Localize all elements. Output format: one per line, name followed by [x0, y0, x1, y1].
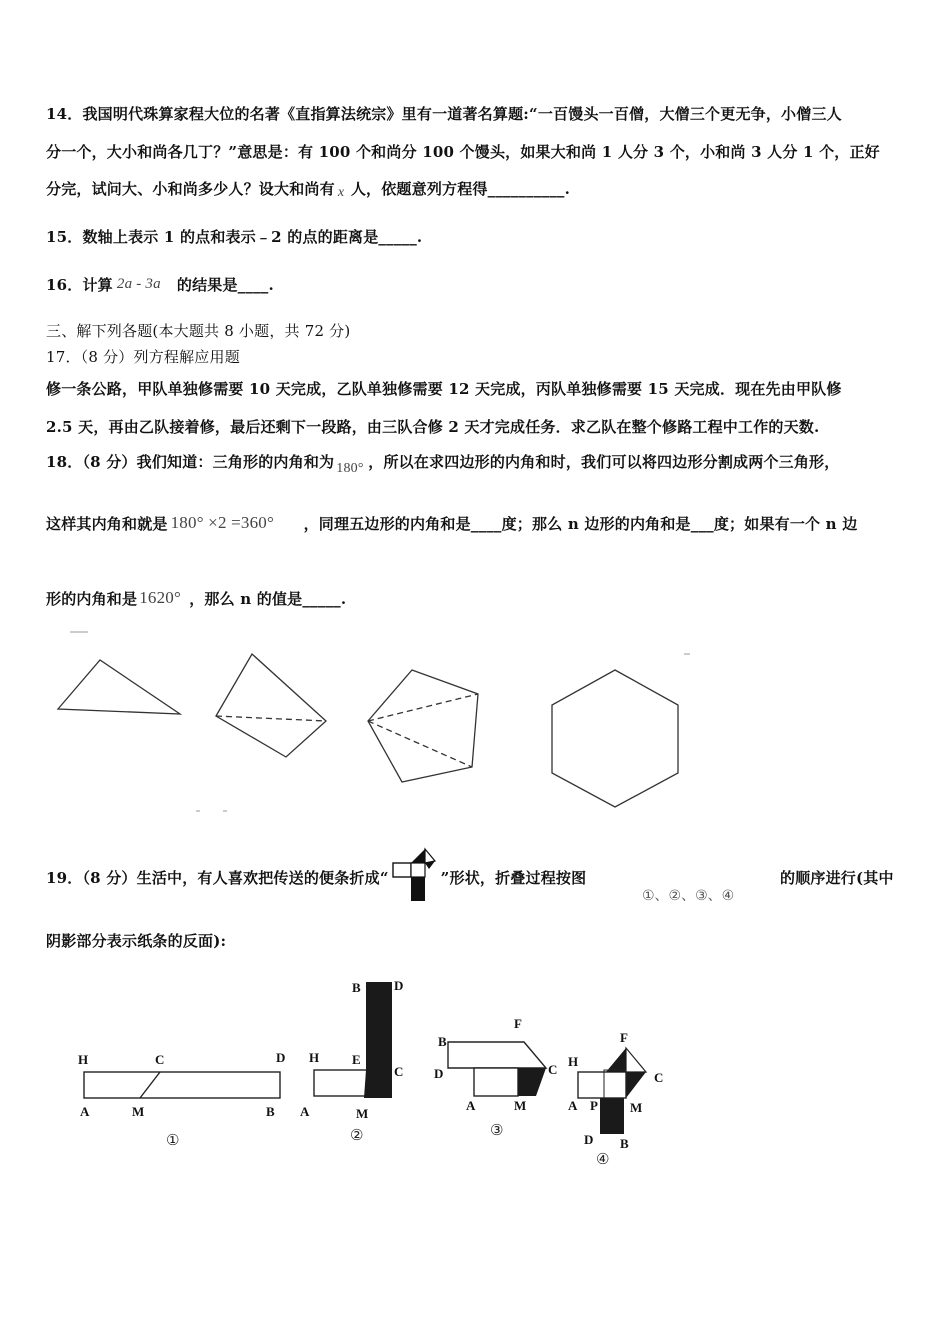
- pentagon-diagonal-1: [368, 694, 478, 721]
- q19-line1-start: 19．（8 分）生活中，有人喜欢把传送的便条折成“: [46, 869, 389, 887]
- q14-line3-end: 人，依题意列方程得__________.: [350, 180, 571, 198]
- step2-label-b: B: [352, 980, 361, 995]
- step1-label-a: A: [80, 1104, 90, 1119]
- step1-label-d: D: [276, 1050, 286, 1065]
- step3-label-b: B: [438, 1034, 447, 1049]
- q18-line2-end: ，同理五边形的内角和是____度；那么 n 边形的内角和是___度；如果有一个 n 边: [303, 515, 858, 533]
- step1-label-b: B: [266, 1104, 275, 1119]
- q18-expression: 180° ×2 =360°: [170, 513, 274, 532]
- q14-line3: [46, 178, 570, 199]
- step1-label-m: M: [132, 1104, 145, 1119]
- step4-label-m: M: [630, 1100, 643, 1115]
- step4-bottom-shaded: [600, 1098, 624, 1134]
- section3-heading: 三、解下列各题(本大题共 8 小题，共 72 分): [46, 322, 351, 340]
- q18-line2: [46, 513, 857, 534]
- step2-label-a: A: [300, 1104, 310, 1119]
- step4-label-b: B: [620, 1136, 629, 1151]
- step3-label-c: C: [548, 1062, 558, 1077]
- pentagon-diagonal-2: [368, 721, 472, 767]
- step4-top-triangle: [626, 1048, 646, 1072]
- hexagon-shape: [552, 670, 678, 807]
- step3-shaded: [518, 1068, 546, 1096]
- step3-label-a: A: [466, 1098, 476, 1113]
- fold-step-3: [434, 1016, 557, 1139]
- folding-figure: [0, 970, 950, 1170]
- q18-degree-180: 180°: [336, 461, 364, 476]
- pentagon-shape: [368, 670, 478, 782]
- q18-line1-start: 18．（8 分）我们知道：三角形的内角和为: [46, 453, 335, 471]
- step2-label-e: E: [352, 1052, 361, 1067]
- step4-label-d: D: [584, 1132, 594, 1147]
- quadrilateral-diagonal: [216, 716, 326, 721]
- q16-expression: 2a - 3a: [116, 276, 161, 292]
- q18-line1: [46, 451, 840, 476]
- step3-top-strip: [448, 1042, 546, 1068]
- step3-caption: ③: [490, 1121, 504, 1139]
- step3-label-m: M: [514, 1098, 527, 1113]
- step4-label-a: A: [568, 1098, 578, 1113]
- q18-line1-end: ，所以在求四边形的内角和时，我们可以将四边形分割成两个三角形，: [368, 453, 840, 471]
- q18-line3-end: ，那么 n 的值是_____.: [189, 590, 347, 608]
- fold-step-2: [300, 978, 403, 1144]
- q19-line1-middle: ”形状，折叠过程按图: [440, 869, 587, 887]
- step2-strip: [314, 1070, 368, 1096]
- step4-strip: [578, 1072, 626, 1098]
- step1-strip: [84, 1072, 280, 1098]
- folded-note-icon: [391, 847, 437, 903]
- q18-line3: [46, 588, 346, 609]
- step4-label-h: H: [568, 1054, 579, 1069]
- q17-line2: 2.5 天，再由乙队接着修，最后还剩下一段路，由三队合修 2 天才完成任务．求乙队在整个修路工程中工作的天数.: [46, 418, 820, 436]
- q14-line3-start: 分完，试问大、小和尚多少人？设大和尚有: [46, 180, 335, 198]
- fold-step-4: [568, 1030, 663, 1168]
- step1-label-c: C: [155, 1052, 165, 1067]
- step2-label-m: M: [356, 1106, 369, 1121]
- q14-line1: 14．我国明代珠算家程大位的名著《直指算法统宗》里有一道著名算题:“一百馒头一百僧，大僧三个更无争，小僧三人: [46, 105, 842, 123]
- step4-label-f: F: [620, 1030, 628, 1045]
- q14-variable-x: x: [337, 185, 345, 200]
- q19-line1-end: 的顺序进行(其中: [780, 869, 894, 887]
- q16-suffix: 的结果是____.: [176, 276, 274, 294]
- fold-step-1: [78, 1050, 285, 1149]
- q16-prefix: 16．计算: [46, 276, 113, 294]
- step1-label-h: H: [78, 1052, 89, 1067]
- q14-line2: 分一个，大小和尚各几丁？”意思是：有 100 个和尚分 100 个馒头，如果大和尚 1 人分 3 个，小和尚 3 人分 1 个，正好: [46, 143, 880, 161]
- polygons-figure: [0, 620, 950, 820]
- q17-line1: 修一条公路，甲队单独修需要 10 天完成，乙队单独修需要 12 天完成，丙队单独修需要 15 天完成．现在先由甲队修: [46, 380, 842, 398]
- q18-line2-start: 这样其内角和就是: [46, 515, 168, 533]
- step2-label-c: C: [394, 1064, 404, 1079]
- q19-steps: ①、②、③、④: [642, 888, 735, 904]
- step2-label-h: H: [309, 1050, 320, 1065]
- step4-caption: ④: [596, 1150, 610, 1168]
- quadrilateral-shape: [216, 654, 326, 757]
- q19-line1: [46, 867, 586, 888]
- step1-caption: ①: [166, 1131, 180, 1149]
- triangle-shape: [58, 660, 180, 714]
- step4-label-c: C: [654, 1070, 664, 1085]
- q19-line2: 阴影部分表示纸条的反面):: [46, 932, 227, 950]
- q18-degree-1620: 1620°: [139, 588, 182, 607]
- q17-title: 17．（8 分）列方程解应用题: [46, 348, 240, 366]
- step3-label-f: F: [514, 1016, 522, 1031]
- q18-line3-start: 形的内角和是: [46, 590, 138, 608]
- step2-label-d: D: [394, 978, 404, 993]
- step2-caption: ②: [350, 1126, 364, 1144]
- step4-label-p: P: [590, 1098, 598, 1113]
- step3-label-d: D: [434, 1066, 444, 1081]
- step3-bottom-strip: [474, 1068, 518, 1096]
- q16-line: [46, 274, 274, 295]
- q15-text: 15．数轴上表示 1 的点和表示﹣2 的点的距离是_____.: [46, 228, 423, 246]
